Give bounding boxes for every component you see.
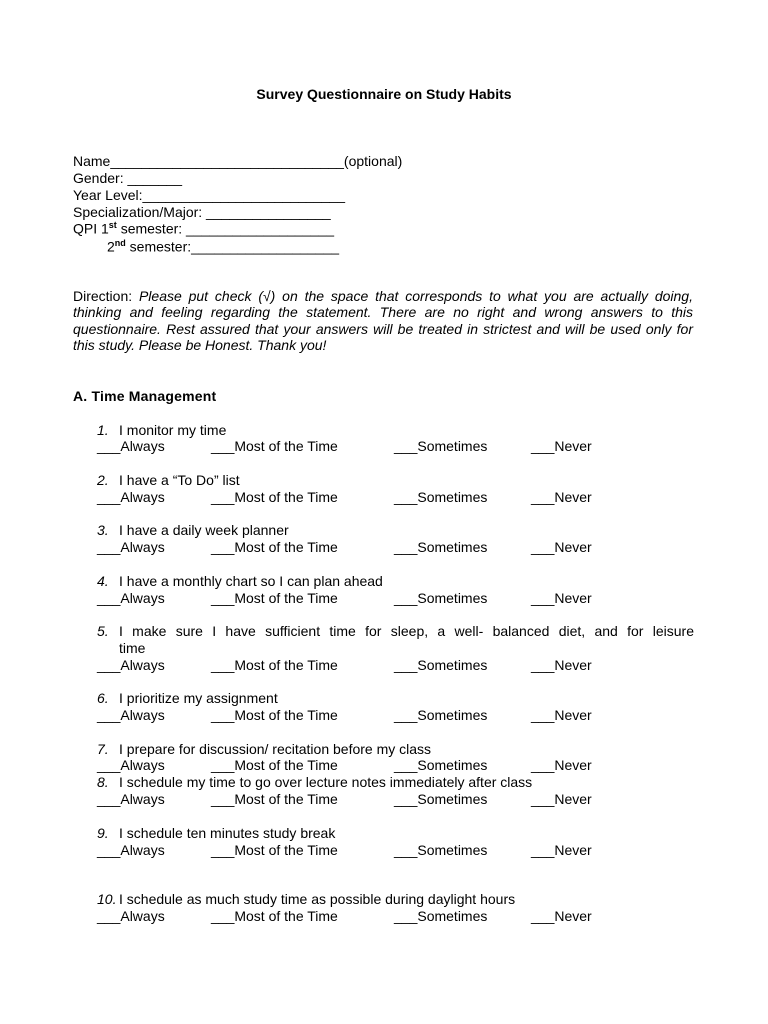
question-text: I have a daily week planner (119, 522, 289, 538)
question-number: 8. (97, 774, 109, 790)
year-level-field[interactable]: Year Level:__________________________ (73, 187, 345, 203)
gender-field[interactable]: Gender: _______ (73, 170, 182, 186)
question-number: 4. (97, 573, 109, 589)
option-most-of-the-time[interactable]: ___Most of the Time (211, 539, 338, 555)
question-text: I schedule ten minutes study break (119, 825, 336, 841)
option-never[interactable]: ___Never (531, 757, 592, 773)
option-sometimes[interactable]: ___Sometimes (394, 707, 488, 723)
option-sometimes[interactable]: ___Sometimes (394, 539, 488, 555)
option-never[interactable]: ___Never (531, 707, 592, 723)
option-sometimes[interactable]: ___Sometimes (394, 842, 488, 858)
question-number: 3. (97, 522, 109, 538)
option-always[interactable]: ___Always (97, 590, 165, 606)
specialization-field[interactable]: Specialization/Major: ________________ (73, 204, 331, 220)
question-number: 1. (97, 422, 109, 438)
option-sometimes[interactable]: ___Sometimes (394, 657, 488, 673)
option-always[interactable]: ___Always (97, 757, 165, 773)
option-sometimes[interactable]: ___Sometimes (394, 590, 488, 606)
question-number: 6. (97, 690, 109, 706)
option-always[interactable]: ___Always (97, 489, 165, 505)
name-field[interactable]: Name______________________________(optional) (73, 153, 403, 169)
option-never[interactable]: ___Never (531, 908, 592, 924)
option-always[interactable]: ___Always (97, 657, 165, 673)
question-text: I monitor my time (119, 422, 227, 438)
question-text: I make sure I have sufficient time for sleep, a well- balanced diet, and for leisure (119, 623, 694, 639)
question-number: 9. (97, 825, 109, 841)
question-text: I prepare for discussion/ recitation before my class (119, 741, 432, 757)
option-sometimes[interactable]: ___Sometimes (394, 438, 488, 454)
question-number: 10. (97, 891, 117, 907)
option-most-of-the-time[interactable]: ___Most of the Time (211, 791, 338, 807)
direction-label: Direction: (73, 288, 139, 304)
question-text-continued: time (119, 640, 146, 656)
option-never[interactable]: ___Never (531, 657, 592, 673)
option-most-of-the-time[interactable]: ___Most of the Time (211, 908, 338, 924)
question-text: I schedule my time to go over lecture notes immediately after class (119, 774, 533, 790)
option-most-of-the-time[interactable]: ___Most of the Time (211, 657, 338, 673)
option-never[interactable]: ___Never (531, 791, 592, 807)
option-sometimes[interactable]: ___Sometimes (394, 908, 488, 924)
qpi-second-semester-field[interactable]: 2nd semester:___________________ (107, 238, 340, 255)
section-heading: A. Time Management (73, 388, 217, 404)
page-title: Survey Questionnaire on Study Habits (256, 86, 512, 102)
qpi-first-semester-field[interactable]: QPI 1st semester: ___________________ (73, 220, 334, 237)
option-most-of-the-time[interactable]: ___Most of the Time (211, 489, 338, 505)
option-sometimes[interactable]: ___Sometimes (394, 757, 488, 773)
option-always[interactable]: ___Always (97, 707, 165, 723)
option-most-of-the-time[interactable]: ___Most of the Time (211, 842, 338, 858)
question-text: I have a “To Do” list (119, 472, 240, 488)
option-always[interactable]: ___Always (97, 539, 165, 555)
question-text: I schedule as much study time as possible during daylight hours (119, 891, 516, 907)
option-never[interactable]: ___Never (531, 539, 592, 555)
option-most-of-the-time[interactable]: ___Most of the Time (211, 707, 338, 723)
option-always[interactable]: ___Always (97, 791, 165, 807)
option-always[interactable]: ___Always (97, 438, 165, 454)
question-text: I have a monthly chart so I can plan ahead (119, 573, 383, 589)
option-never[interactable]: ___Never (531, 842, 592, 858)
option-never[interactable]: ___Never (531, 590, 592, 606)
option-sometimes[interactable]: ___Sometimes (394, 489, 488, 505)
option-always[interactable]: ___Always (97, 908, 165, 924)
direction-text: Please put check (√) on the space that corresponds to what you are actually doing, thinking and feeling regarding the statement. There are no right and wrong answers to this questionnaire. Rest assured that your answers will be treated in strictest and will be used only for this study. Please be Honest. Thank you! (73, 288, 693, 353)
option-most-of-the-time[interactable]: ___Most of the Time (211, 757, 338, 773)
option-sometimes[interactable]: ___Sometimes (394, 791, 488, 807)
option-most-of-the-time[interactable]: ___Most of the Time (211, 438, 338, 454)
option-never[interactable]: ___Never (531, 489, 592, 505)
direction-paragraph (73, 288, 693, 353)
option-always[interactable]: ___Always (97, 842, 165, 858)
option-never[interactable]: ___Never (531, 438, 592, 454)
option-most-of-the-time[interactable]: ___Most of the Time (211, 590, 338, 606)
question-number: 7. (97, 741, 109, 757)
question-number: 2. (97, 472, 109, 488)
question-text: I prioritize my assignment (119, 690, 278, 706)
question-number: 5. (97, 623, 109, 639)
